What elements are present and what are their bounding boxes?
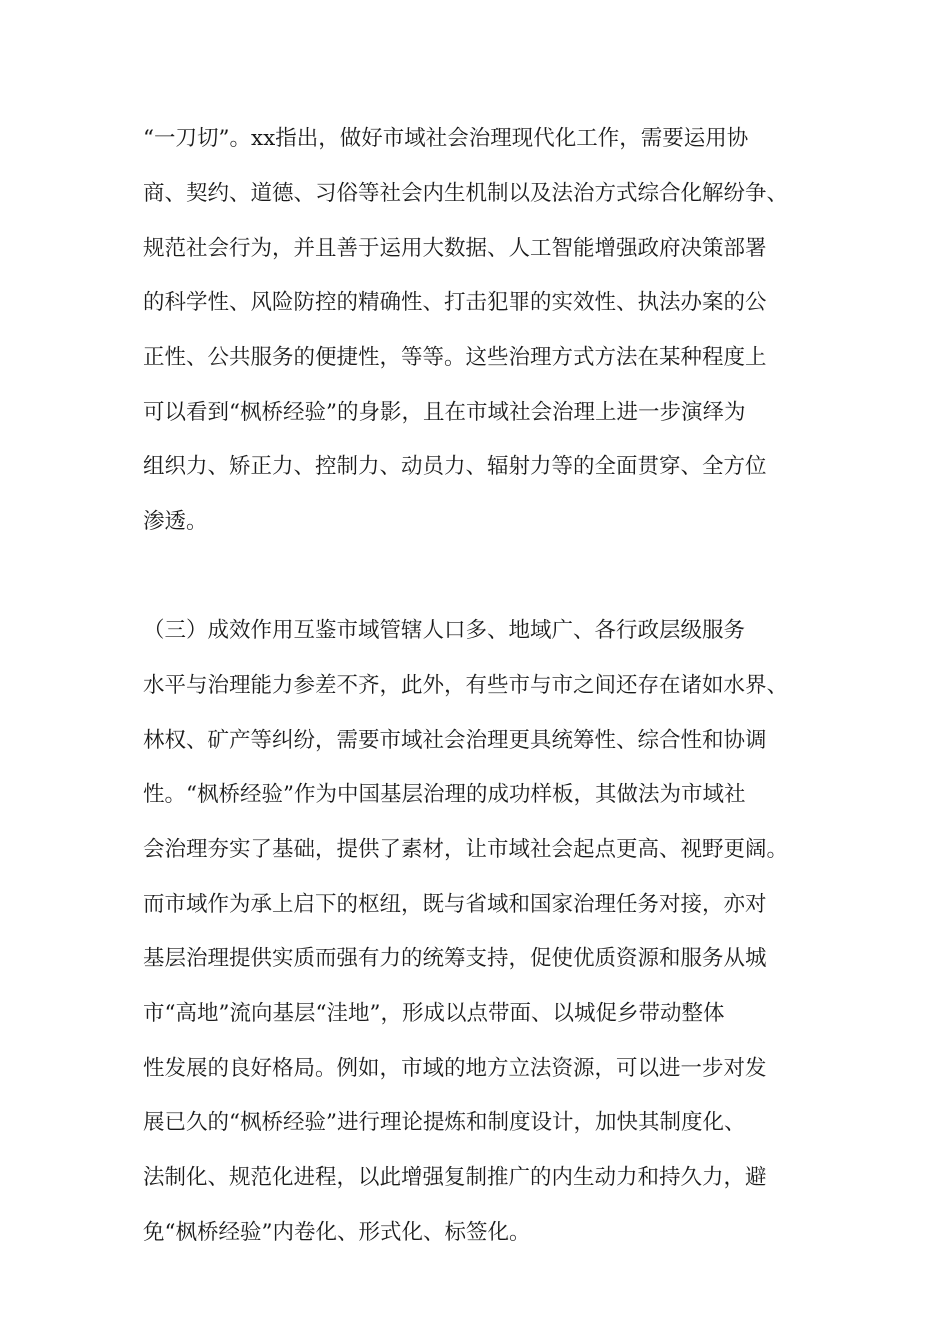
paragraph-line: 市“高地”流向基层“洼地”，形成以点带面、以城促乡带动整体 <box>143 1001 725 1026</box>
paragraph-line: 林权、矿产等纠纷，需要市域社会治理更具统筹性、综合性和协调 <box>143 728 767 753</box>
paragraph-line: 渗透。 <box>143 509 208 534</box>
paragraph-line: 性。“枫桥经验”作为中国基层治理的成功样板，其做法为市域社 <box>143 782 746 807</box>
paragraph-line: 性发展的良好格局。例如，市域的地方立法资源，可以进一步对发 <box>143 1056 767 1081</box>
paragraph-line: 正性、公共服务的便捷性，等等。这些治理方式方法在某种程度上 <box>143 345 767 370</box>
paragraph-line: 会治理夯实了基础，提供了素材，让市域社会起点更高、视野更阔。 <box>143 837 789 862</box>
paragraph-line: 法制化、规范化进程，以此增强复制推广的内生动力和持久力，避 <box>143 1165 767 1190</box>
paragraph-line: 可以看到“枫桥经验”的身影，且在市域社会治理上进一步演绎为 <box>143 400 746 425</box>
paragraph-line: 基层治理提供实质而强有力的统筹支持，促使优质资源和服务从城 <box>143 946 767 971</box>
paragraph-line: 展已久的“枫桥经验”进行理论提炼和制度设计，加快其制度化、 <box>143 1110 746 1135</box>
paragraph-line: “一刀切”。xx指出，做好市域社会治理现代化工作，需要运用协 <box>143 126 749 151</box>
paragraph-line: 而市域作为承上启下的枢纽，既与省域和国家治理任务对接，亦对 <box>143 892 767 917</box>
paragraph-line: 水平与治理能力参差不齐，此外，有些市与市之间还存在诸如水界、 <box>143 673 789 698</box>
paragraph-line: 免“枫桥经验”内卷化、形式化、标签化。 <box>143 1220 531 1245</box>
paragraph-line: 商、契约、道德、习俗等社会内生机制以及法治方式综合化解纷争、 <box>143 181 789 206</box>
paragraph-line: （三）成效作用互鉴市域管辖人口多、地域广、各行政层级服务 <box>143 618 746 643</box>
paragraph-line: 组织力、矫正力、控制力、动员力、辐射力等的全面贯穿、全方位 <box>143 454 767 479</box>
paragraph-line: 规范社会行为，并且善于运用大数据、人工智能增强政府决策部署 <box>143 236 767 261</box>
paragraph-line: 的科学性、风险防控的精确性、打击犯罪的实效性、执法办案的公 <box>143 290 767 315</box>
